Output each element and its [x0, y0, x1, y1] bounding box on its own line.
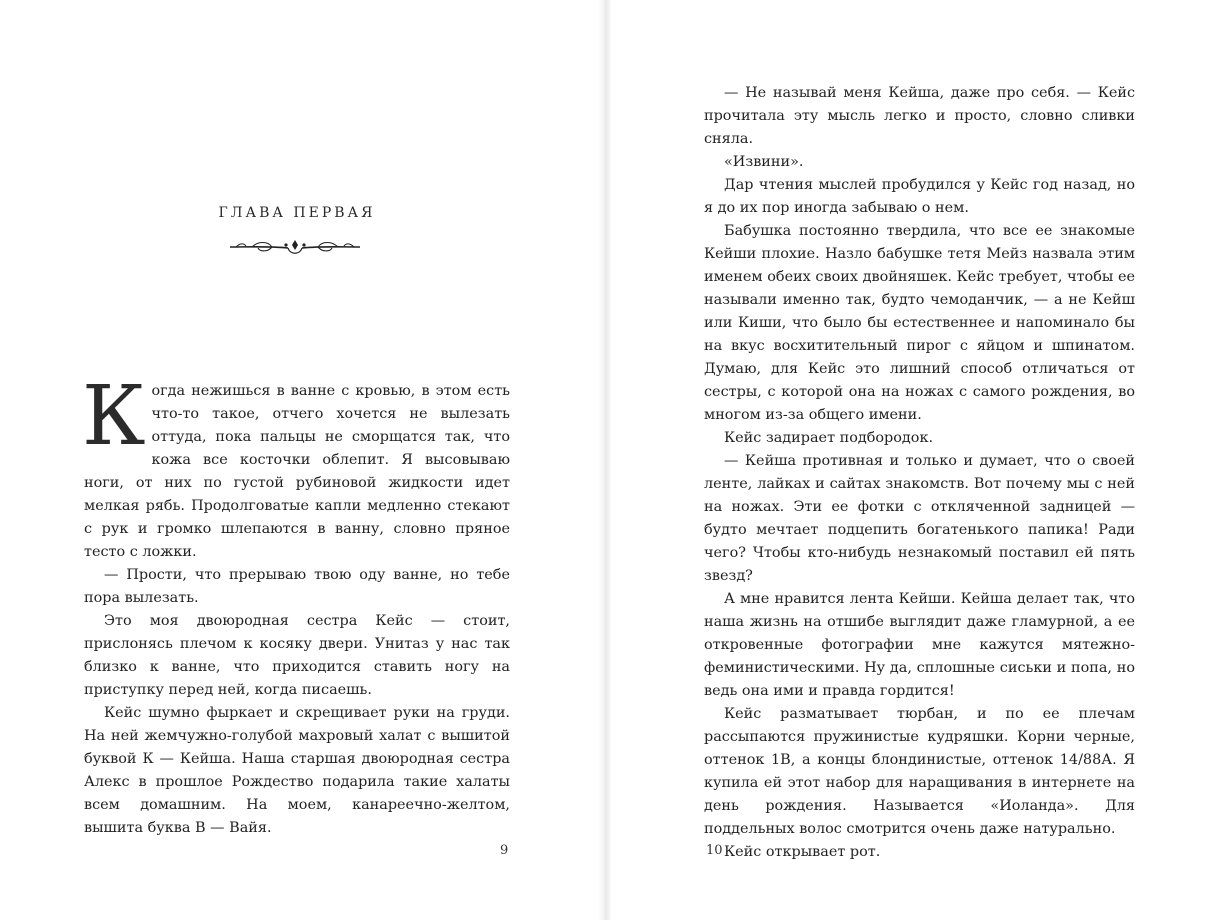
page-number: 9: [500, 843, 509, 858]
drop-cap: К: [82, 369, 146, 464]
paragraph: А мне нравится лента Кейши. Кейша делает так, что наша жизнь на отшибе выглядит даже гламурной, а ее откровенные фотографии мне кажутся мятежно-феминистическими. Ну да, сплошные сиськи и попа, но ведь она ими и правда гордится!: [704, 591, 1135, 699]
paragraph: — Прости, что прерываю твою оду ванне, но тебе пора вылезать.: [84, 567, 510, 606]
paragraph: Кейс разматывает тюрбан, и по ее плечам рассыпаются пружинистые кудряшки. Корни черные, оттенок 1В, а концы блондинистые, оттенок 14/88А. Я купила ей этот набор для наращивания в интернете на день рождения. Называется «Иоланда». Для поддельных волос смотрится очень даже натурально.: [704, 706, 1135, 837]
paragraph: Кейс задирает подбородок.: [724, 430, 934, 446]
paragraph: «Извини».: [724, 154, 804, 170]
page-number: 10: [706, 843, 723, 858]
flourish-icon: [228, 237, 362, 259]
chapter-title: ГЛАВА ПЕРВАЯ: [218, 205, 376, 221]
right-page-body: [704, 82, 1135, 864]
paragraph: Кейс открывает рот.: [724, 844, 881, 860]
left-page-body: [82, 369, 510, 840]
paragraph: Бабушка постоянно твердила, что все ее знакомые Кейши плохие. Назло бабушке тетя Мейз назвала этим именем обеих своих двойняшек. Кейс требует, чтобы ее называли именно так, будто чемоданчик, — а не Кейш или Киши, что было бы естественнее и напоминало бы на вкус восхитительный пирог с яйцом и шпинатом. Думаю, для Кейс это лишний способ отличаться от сестры, с которой она на ножах с самого рождения, во многом из-за общего имени.: [704, 223, 1135, 423]
paragraph: Когда нежишься в ванне с кровью, в этом есть что-то такое, отчего хочется не вылезать оттуда, пока пальцы не сморщатся так, что кожа все косточки облепит. Я высовываю ноги, от них по густой рубиновой жидкости идет мелкая рябь. Продолговатые капли медленно стекают с рук и громко шлепаются в ванну, словно пряное тесто с ложки.: [82, 369, 510, 560]
right-page: [610, 0, 1220, 920]
paragraph: Кейс шумно фыркает и скрещивает руки на груди. На ней жемчужно-голубой махровый халат с вышитой буквой К — Кейша. Наша старшая двоюродная сестра Алекс в прошлое Рождество подарила такие халаты всем домашним. На моем, канареечно-желтом, вышита буква В — Вайя.: [84, 705, 510, 836]
paragraph: — Не называй меня Кейша, даже про себя. — Кейс прочитала эту мысль легко и просто, словно сливки сняла.: [704, 85, 1135, 147]
paragraph: — Кейша противная и только и думает, что о своей ленте, лайках и сайтах знакомств. Вот почему мы с ней на ножах. Эти ее фотки с откляченной задницей — будто мечтает подцепить богатенького папика! Ради чего? Чтобы кто-нибудь незнакомый поставил ей пять звезд?: [704, 453, 1135, 584]
left-page: [0, 0, 606, 920]
paragraph: Дар чтения мыслей пробудился у Кейс год назад, но я до их пор иногда забываю о нем.: [704, 177, 1135, 216]
paragraph: Это моя двоюродная сестра Кейс — стоит, прислонясь плечом к косяку двери. Унитаз у нас так близко к ванне, что приходится ставить ногу на приступку перед ней, когда писаешь.: [84, 613, 510, 698]
